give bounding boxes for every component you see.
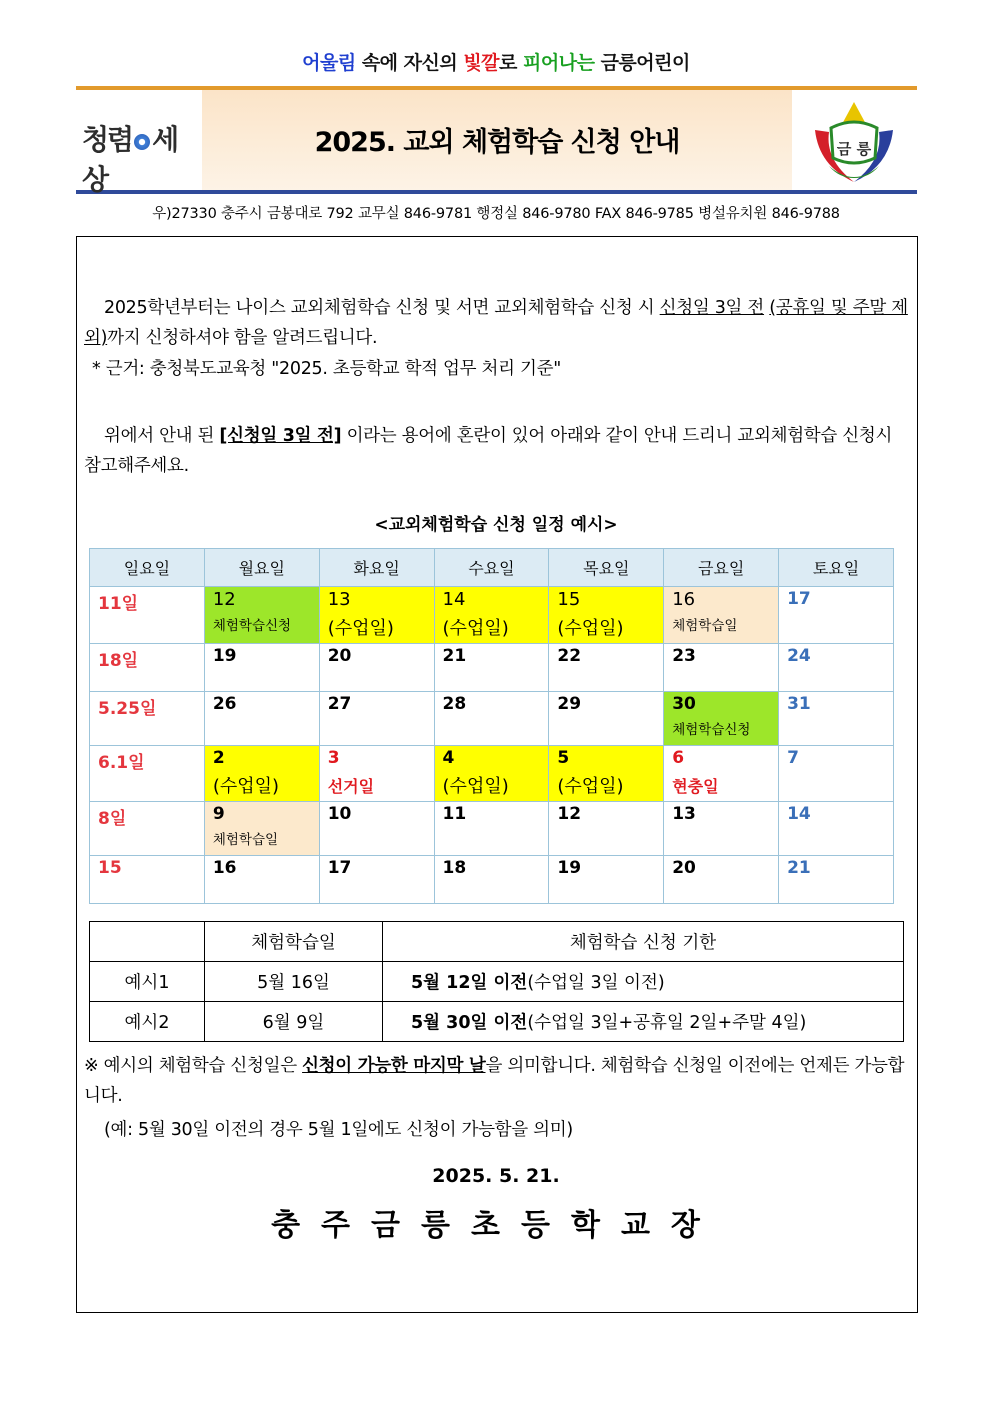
day-header: 금요일 [664,549,779,587]
calendar-day [204,856,319,904]
day-number: 21 [787,858,811,878]
calendar-day [319,802,434,856]
calendar-day [664,692,779,746]
day-header: 일요일 [90,549,205,587]
footnote-example: (예: 5월 30일 이전의 경우 5월 1일에도 신청이 가능함을 의미) [104,1120,573,1140]
examples-header-date: 체험학습일 [205,922,383,962]
calendar-week [90,587,894,644]
day-number: 5 [557,748,570,768]
calendar-day [549,856,664,904]
basis-line: * 근거: 충청북도교육청 "2025. 초등학교 학적 업무 처리 기준" [92,359,561,379]
deadline-bold: 5월 12일 이전 [411,973,528,993]
calendar-day [664,856,779,904]
day-number: 13 [672,804,696,824]
emblem-text: 금 릉 [836,140,872,158]
day-number: 9 [212,804,225,824]
footnote-underline: 신청이 가능한 마지막 날 [302,1056,486,1076]
motto-part-5: 피어나는 [523,52,595,74]
intro-text-a: 2025학년부터는 나이스 교외체험학습 신청 및 서면 교외체험학습 신청 시 [104,298,660,318]
clarification-paragraph [84,421,908,481]
day-note: 체험학습일 [212,832,279,848]
day-number: 28 [442,694,467,714]
calendar-day [204,692,319,746]
examples-table [89,921,904,1042]
footnote-text-a: ※ 예시의 체험학습 신청일은 [84,1056,303,1076]
calendar-day [434,746,549,802]
example-deadline [383,962,904,1002]
examples-header-empty [90,922,205,962]
day-number: 2 [212,748,225,768]
motto-part-2: 속에 자신의 [355,52,464,74]
examples-header-deadline: 체험학습 신청 기한 [383,922,904,962]
school-address: 우)27330 충주시 금봉대로 792 교무실 846-9781 행정실 846-9780 FAX 846-9785 병설유치원 846-9788 [152,206,840,222]
day-number: 8일 [98,809,127,829]
motto-part-6: 금릉어린이 [594,52,690,74]
day-number: 24 [787,646,811,666]
day-number: 11일 [98,594,139,614]
day-number: 15 [557,589,581,610]
intro-paragraph [84,293,908,353]
calendar-day [549,692,664,746]
day-number: 17 [327,858,352,878]
day-number: 6.1일 [98,753,145,773]
calendar-day [90,746,205,802]
example-date: 5월 16일 [205,962,383,1002]
calendar-day [90,587,205,644]
calendar-day [664,802,779,856]
day-number: 7 [787,748,799,768]
calendar-week [90,692,894,746]
day-note: (수업일) [442,776,509,797]
calendar-day [779,746,894,802]
clarification-bold: [신청일 3일 전] [219,426,342,446]
calendar-day [319,587,434,644]
intro-underline-2: (공휴일 및 주말 제외) [84,298,908,348]
day-header: 토요일 [779,549,894,587]
calendar-day [664,746,779,802]
day-number: 23 [672,646,696,666]
integrity-logo [82,118,200,196]
day-number: 30 [672,694,696,714]
intro-underline-1: 신청일 3일 전 [659,298,765,318]
calendar-day [549,746,664,802]
day-header: 수요일 [434,549,549,587]
calendar-week [90,644,894,692]
calendar-day [90,644,205,692]
calendar-day [204,802,319,856]
clarification-text-b: 이라는 용어에 혼란이 있어 아래와 같이 안내 드리니 교외체험학습 신청시 참고해주세요. [84,426,893,476]
calendar-day [434,856,549,904]
example-date: 6월 9일 [205,1002,383,1042]
day-note: (수업일) [212,776,280,797]
day-number: 4 [442,748,455,768]
day-number: 17 [787,589,811,609]
day-number: 10 [327,804,352,824]
day-number: 16 [672,589,696,610]
calendar-day [779,644,894,692]
calendar-day [434,802,549,856]
calendar-day [779,692,894,746]
calendar-day [90,856,205,904]
motto-part-3: 빛깔 [463,52,500,74]
integrity-logo-text-b: 세상 [82,123,178,196]
calendar-day [779,856,894,904]
day-number: 13 [327,589,351,610]
integrity-logo-text-a: 청렴 [82,123,133,156]
day-number: 6 [672,748,685,768]
example-row [90,962,904,1002]
deadline-rest: (수업일 3일 이전) [527,973,665,993]
principal-signature: 충주금릉초등학교장 [271,1208,721,1243]
calendar-day [664,644,779,692]
day-header: 화요일 [319,549,434,587]
calendar-day [90,802,205,856]
calendar-day [434,644,549,692]
day-header: 월요일 [204,549,319,587]
examples-header-row [90,922,904,962]
day-number: 19 [212,646,237,666]
day-number: 18 [442,858,467,878]
day-note: 체험학습신청 [672,722,751,738]
calendar-table [89,548,894,904]
calendar-day [204,587,319,644]
calendar-day [779,587,894,644]
day-number: 5.25일 [98,699,157,719]
calendar-week [90,856,894,904]
calendar-day [434,587,549,644]
day-number: 21 [442,646,467,666]
calendar-day [549,644,664,692]
day-number: 18일 [98,651,139,671]
day-note: (수업일) [327,618,394,639]
calendar-day [319,644,434,692]
calendar-week [90,802,894,856]
emblem-year: 2006 [843,166,865,175]
calendar-caption: <교외체험학습 신청 일정 예시> [374,515,618,535]
calendar-day [549,587,664,644]
day-number: 19 [557,858,582,878]
calendar-day [204,644,319,692]
example-deadline [383,1002,904,1042]
calendar-week [90,746,894,802]
day-number: 20 [327,646,352,666]
motto-part-4: 로 [499,52,524,74]
example-label: 예시1 [90,962,205,1002]
calendar-day [779,802,894,856]
deadline-bold: 5월 30일 이전 [411,1013,528,1033]
motto-part-1: 어울림 [302,52,356,74]
day-number: 20 [672,858,696,878]
deadline-rest: (수업일 3일+공휴일 2일+주말 4일) [527,1013,807,1033]
intro-text-b: 까지 신청하셔야 함을 알려드립니다. [107,328,378,348]
school-emblem-icon [809,96,899,186]
day-number: 29 [557,694,582,714]
document-header [76,86,917,194]
clarification-text-a: 위에서 안내 된 [104,426,220,446]
globe-icon [134,134,150,150]
day-note: 체험학습일 [672,618,738,634]
day-note: 현충일 [672,777,719,796]
day-number: 22 [557,646,582,666]
footnote [84,1051,908,1111]
calendar-day [90,692,205,746]
day-note: (수업일) [557,618,624,639]
calendar-day [319,746,434,802]
calendar-day [319,856,434,904]
day-number: 12 [212,589,236,610]
day-number: 11 [442,804,467,824]
day-number: 15 [98,858,122,878]
day-note: (수업일) [442,618,509,639]
footnote-text-b: 을 의미합니다. 체험학습 신청일 이전에는 언제든 가능합니다. [84,1056,905,1106]
example-label: 예시2 [90,1002,205,1042]
calendar-day [434,692,549,746]
day-note: 체험학습신청 [212,618,292,634]
day-header: 목요일 [549,549,664,587]
school-motto [0,48,992,75]
day-number: 26 [212,694,237,714]
document-title: 2025. 교외 체험학습 신청 안내 [314,127,680,158]
calendar-header-row [90,549,894,587]
day-note: (수업일) [557,776,624,797]
day-number: 31 [787,694,811,714]
day-number: 14 [442,589,466,610]
day-number: 16 [212,858,237,878]
day-number: 14 [787,804,811,824]
day-number: 3 [327,748,340,768]
calendar-day [664,587,779,644]
day-number: 12 [557,804,582,824]
document-date: 2025. 5. 21. [432,1165,560,1187]
calendar-day [549,802,664,856]
calendar-day [204,746,319,802]
day-number: 27 [327,694,352,714]
day-note: 선거일 [327,777,375,796]
calendar-day [319,692,434,746]
example-row [90,1002,904,1042]
